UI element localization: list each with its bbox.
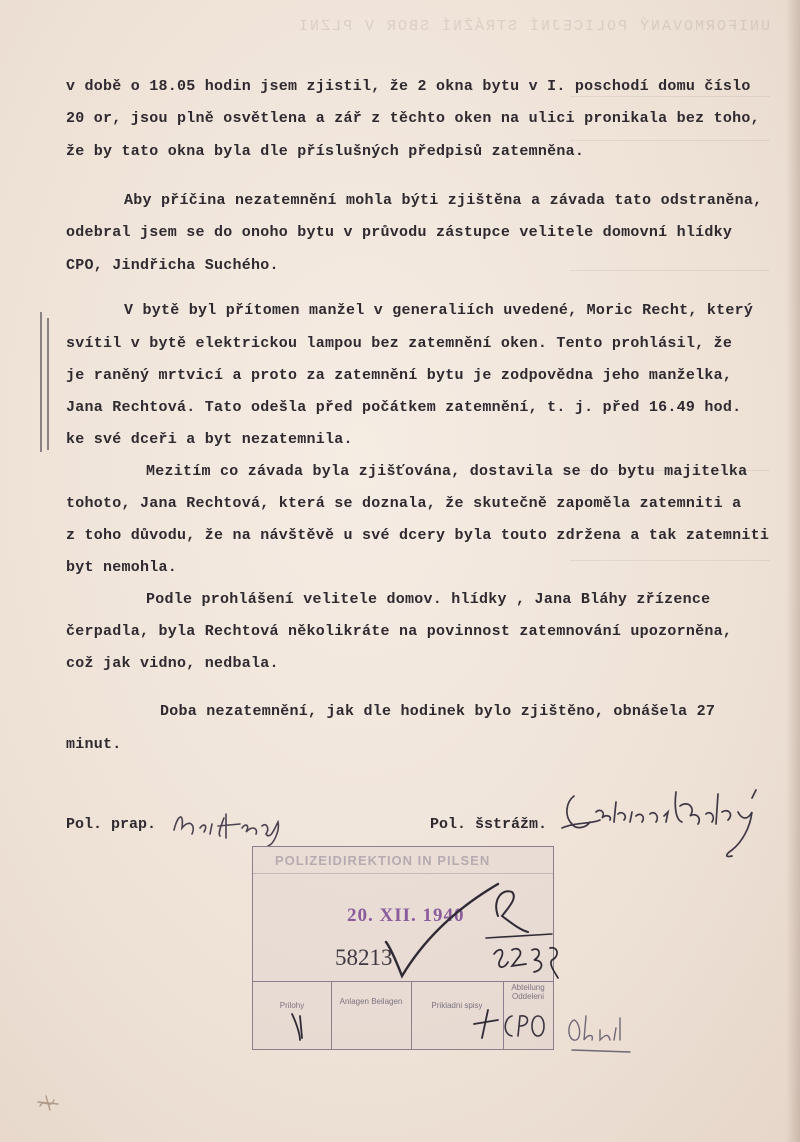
stamp-divider [331, 981, 332, 1049]
body-line: ke své dceři a byt nezatemnila. [66, 431, 353, 448]
handwritten-mark-icon [286, 1008, 316, 1044]
stamp-cell-label: Prikladni spisy [431, 1001, 483, 1010]
stamp-divider [411, 981, 412, 1049]
bleed-through-text: UNIFORMOVANÝ POLICEJNÍ STRÁŽNÍ SBOR V PLZNI [296, 18, 770, 35]
paper-edge-shadow [786, 0, 800, 1142]
body-line: Aby příčina nezatemnění mohla býti zjištěna a závada tato odstraněna, [124, 192, 763, 209]
handwritten-cpo-icon [500, 1008, 550, 1044]
body-line: že by tato okna byla dle příslušných předpisů zatemněna. [66, 143, 585, 160]
margin-pencil-mark [38, 312, 54, 452]
handwritten-note-icon [564, 1010, 636, 1056]
body-line: Doba nezatemnění, jak dle hodinek bylo zjištěno, obnášela 27 [160, 703, 716, 720]
body-line: tohoto, Jana Rechtová, která se doznala, že skutečně zapoměla zatemniti a [66, 495, 742, 512]
stamp-header: POLIZEIDIREKTION IN PILSEN [275, 853, 491, 868]
ink-smudge-icon [36, 1092, 62, 1112]
body-line: v době o 18.05 hodin jsem zjistil, že 2 okna bytu v I. poschodí domu číslo [66, 78, 751, 95]
stamp-divider [253, 873, 553, 874]
body-line: je raněný mrtvicí a proto za zatemnění bytu je zodpovědna jeho manželka, [66, 367, 733, 384]
stamp-number: 58213 [335, 945, 393, 970]
body-line: byt nemohla. [66, 559, 178, 576]
handwritten-checkmark-icon [380, 876, 580, 986]
left-signature-icon [170, 800, 300, 848]
body-line: Podle prohlášení velitele domov. hlídky , Jana Bláhy zřízence [146, 591, 711, 608]
right-signature-label: Pol. šstrážm. [430, 816, 548, 833]
stamp-cell-label: Anlagen Beilagen [339, 997, 403, 1006]
bleed-through-line [570, 270, 770, 271]
stamp-cell-label: Prilohy [279, 1001, 305, 1010]
body-line: čerpadla, byla Rechtová několikráte na povinnost zatemnování upozorněna, [66, 623, 733, 640]
body-line: 20 or, jsou plně osvětlena a zář z těchto oken na ulici pronikala bez toho, [66, 110, 760, 127]
body-line: svítil v bytě elektrickou lampou bez zatemnění oken. Tento prohlásil, že [66, 335, 733, 352]
stamp-cell-label: Abteilung Oddeleni [511, 983, 545, 1001]
body-line: Mezitím co závada byla zjišťována, dostavila se do bytu majitelka [146, 463, 748, 480]
stamp-date: 20. XII. 1940 [347, 905, 465, 926]
body-line: Jana Rechtová. Tato odešla před počátkem zatemnění, t. j. před 16.49 hod. [66, 399, 742, 416]
body-line: z toho důvodu, že na návštěvě u své dcery byla touto zdržena a tak zatemniti [66, 527, 770, 544]
bleed-through-line [570, 560, 770, 561]
left-signature-label: Pol. prap. [66, 816, 157, 833]
body-line: minut. [66, 736, 122, 753]
body-line: V bytě byl přítomen manžel v generaliích uvedené, Moric Recht, který [124, 302, 754, 319]
right-signature-icon [556, 772, 776, 862]
bleed-through-line [570, 140, 770, 141]
body-line: odebral jsem se do onoho bytu v průvodu zástupce velitele domovní hlídky [66, 224, 733, 241]
body-line: což jak vidno, nedbala. [66, 655, 279, 672]
body-line: CPO, Jindřicha Suchého. [66, 257, 279, 274]
bleed-through-line [570, 96, 770, 97]
